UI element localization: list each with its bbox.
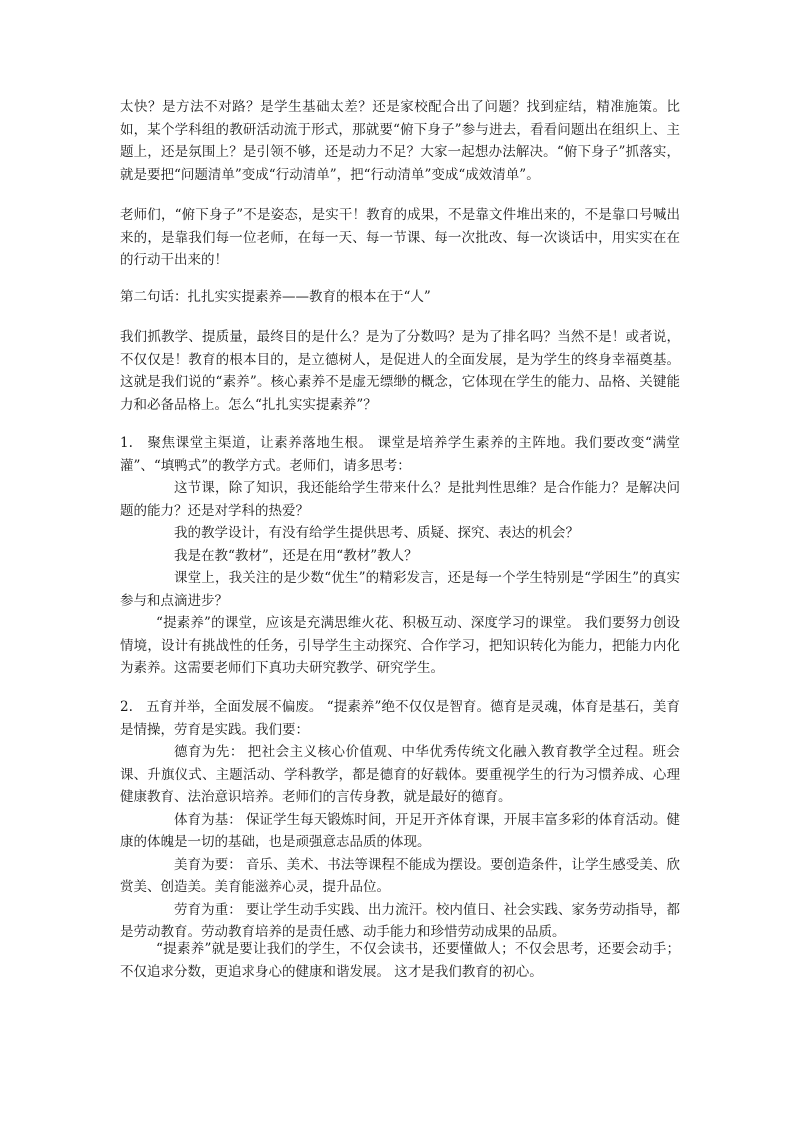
item-2-text: 2. 五育并举，全面发展不偏废。 “提素养”绝不仅仅是智育。德育是灵魂，体育是基石，美育是情操，劳育是实践。我们要：: [120, 699, 680, 738]
item-1: [120, 432, 680, 612]
labor-education-label: 劳育为重：: [174, 901, 242, 918]
item-1-question-2: 我的教学设计，有没有给学生提供思考、质疑、探究、表达的机会？: [174, 525, 579, 541]
moral-education-label: 德育为先：: [174, 744, 244, 760]
item-2-summary: “提素养”就是要让我们的学生，不仅会读书，还要懂做人；不仅会思考，还要会动手；不仅追求分数，更追求身心的健康和谐发展。 这才是我们教育的初心。: [120, 941, 680, 980]
item-1-summary: “提素养”的课堂，应该是充满思维火花、积极互动、深度学习的课堂。 我们要努力创设情境，设计有挑战性的任务，引导学生主动探究、合作学习，把知识转化为能力，把能力内化为素养。这需要老师们下真功夫研究教学、研究学生。: [120, 615, 680, 676]
section-heading: 第二句话：扎扎实实提素养——教育的根本在于“人”: [120, 289, 431, 305]
item-2: [120, 696, 680, 944]
aesthetic-education-label: 美育为要：: [174, 856, 242, 873]
moral-education-item: 德育为先： 把社会主义核心价值观、中华优秀传统文化融入教育教学全过程。班会课、升旗仪式、主题活动、学科教学，都是德育的好载体。要重视学生的行为习惯养成、心理健康教育、法治意识培养。老师们的言传身教，就是最好的德育。: [120, 744, 681, 805]
aesthetic-education-item: 美育为要： 音乐、美术、书法等课程不能成为摆设。要创造条件，让学生感受美、欣赏美、创造美。美育能滋养心灵，提升品位。: [120, 856, 681, 895]
intro-paragraph-2: 老师们，“俯下身子”不是姿态，是实干！教育的成果，不是靠文件堆出来的，不是靠口号喊出来的，是靠我们每一位老师，在每一天、每一节课、每一次批改、每一次谈话中，用实实在在的行动干出来的！: [120, 207, 680, 268]
labor-education-item: 劳育为重： 要让学生动手实践、出力流汗。校内值日、社会实践、家务劳动指导，都是劳动教育。劳动教育培养的是责任感、动手能力和珍惜劳动成果的品质。: [120, 901, 681, 940]
item-1-question-1: 这节课，除了知识，我还能给学生带来什么？是批判性思维？是合作能力？是解决问题的能力？还是对学科的热爱？: [120, 480, 680, 519]
item-1-text: 1. 聚焦课堂主渠道，让素养落地生根。 课堂是培养学生素养的主阵地。我们要改变“满堂灌”、“填鸭式”的教学方式。老师们，请多思考：: [120, 435, 681, 474]
item-1-number: 1.: [120, 435, 133, 451]
intro-paragraph-1: 太快？是方法不对路？是学生基础太差？还是家校配合出了问题？找到症结，精准施策。比如，某个学科组的教研活动流于形式，那就要“俯下身子”参与进去，看看问题出在组织上、主题上，还是氛围上？是引领不够，还是动力不足？大家一起想办法解决。“俯下身子”抓落实，就是要把“问题清单”变成“行动清单”，把“行动清单”变成“成效清单”。: [120, 99, 680, 183]
physical-education-label: 体育为基：: [174, 811, 242, 828]
item-1-question-4: 课堂上，我关注的是少数“优生”的精彩发言，还是每一个学生特别是“学困生”的真实参与和点滴进步？: [120, 570, 680, 609]
section-intro-paragraph: 我们抓教学、提质量，最终目的是什么？是为了分数吗？是为了排名吗？当然不是！或者说，不仅仅是！教育的根本目的，是立德树人，是促进人的全面发展，是为学生的终身幸福奠基。这就是我们说的“素养”。核心素养不是虚无缥缈的概念，它体现在学生的能力、品格、关键能力和必备品格上。怎么“扎扎实实提素养”？: [120, 329, 680, 413]
item-1-question-3: 我是在教“教材”，还是在用“教材”教人？: [174, 547, 418, 564]
item-2-number: 2.: [120, 699, 133, 715]
physical-education-item: 体育为基： 保证学生每天锻炼时间，开足开齐体育课，开展丰富多彩的体育活动。健康的体魄是一切的基础，也是顽强意志品质的体现。: [120, 811, 681, 850]
